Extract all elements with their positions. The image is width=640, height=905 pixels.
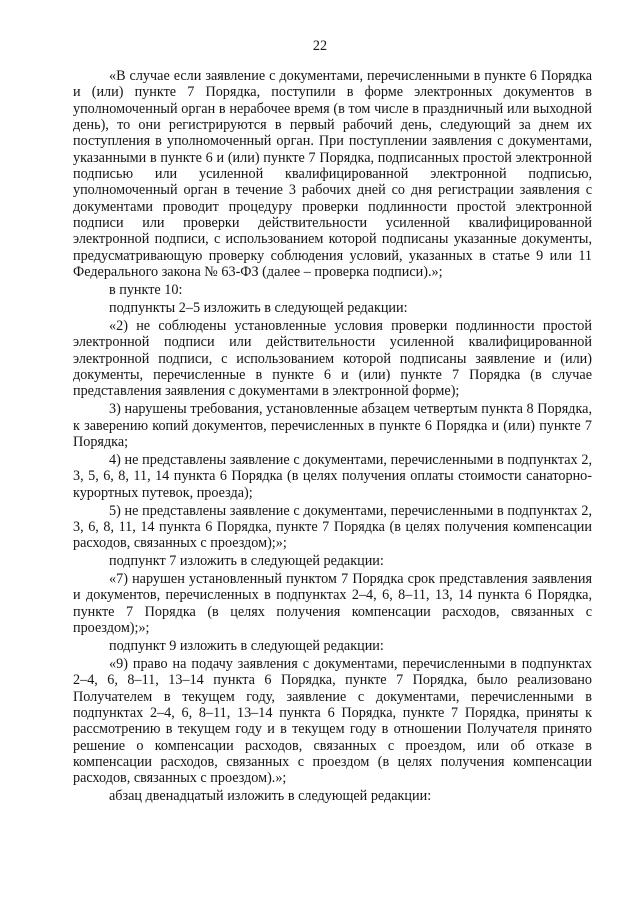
paragraph: «2) не соблюдены установленные условия проверки подлинности простой электронной подписи или действительности усиленной квалифицированной электронной подписи, с использованием которой подписаны заявление и (или) документы, перечисленные в пункте 6 и (или) пункте 7 Порядка (в случае представления заявления с документами в электронной форме); bbox=[73, 317, 592, 400]
paragraph: 4) не представлены заявление с документами, перечисленными в подпунктах 2, 3, 5, 6, 8, 11, 14 пункта 6 Порядка (в целях получения оплаты стоимости санаторно-курортных путевок, проезда); bbox=[73, 451, 592, 501]
paragraph: «9) право на подачу заявления с документами, перечисленными в подпунктах 2–4, 6, 8–11, 13–14 пункта 6 Порядка, пункте 7 Порядка, было реализовано Получателем в текущем году, заявление с документами, перечисленными в подпунктах 2–4, 6, 8–11, 13–14 пункта 6 Порядка, пункте 7 Порядка, приняты к рассмотрению в текущем году и в текущем году в отношении Получателя принято решение о компенсации расходов, связанных с проездом, или об отказе в компенсации расходов, связанных с проездом (в целях получения компенсации расходов, связанных с проездом).»; bbox=[73, 655, 592, 787]
document-body bbox=[73, 68, 592, 806]
page-number: 22 bbox=[312, 38, 328, 54]
paragraph: подпункт 7 изложить в следующей редакции: bbox=[109, 553, 384, 570]
paragraph: «В случае если заявление с документами, перечисленными в пункте 6 Порядка и (или) пункте 7 Порядка, поступили в форме электронных документов в уполномоченный орган в нерабочее время (в том числе в праздничный или выходной день), то они регистрируются в первый рабочий день, следующий за днем их поступления в уполномоченный орган. При поступлении заявления с документами, указанными в пункте 6 и (или) пункте 7 Порядка, подписанных простой электронной подписью или усиленной квалифицированной электронной подписью, уполномоченный орган в течение 3 рабочих дней со дня регистрации заявления с документами проводит процедуру проверки подлинности простой электронной подписи или проверки действительности усиленной квалифицированной электронной подписи, с использованием которой подписаны указанные документы, предусматривающую проверку соблюдения условий, указанных в статье 9 или 11 Федерального закона № 63-ФЗ (далее – проверка подписи).»; bbox=[73, 68, 592, 281]
paragraph: подпункты 2–5 изложить в следующей редакции: bbox=[109, 300, 408, 316]
paragraph: подпункт 9 изложить в следующей редакции: bbox=[109, 638, 384, 655]
paragraph: абзац двенадцатый изложить в следующей редакции: bbox=[109, 788, 432, 805]
paragraph: 3) нарушены требования, установленные абзацем четвертым пункта 8 Порядка, к заверению копий документов, перечисленных в пункте 6 Порядка и (или) пункте 7 Порядка; bbox=[73, 401, 592, 450]
paragraph: в пункте 10: bbox=[109, 282, 183, 299]
paragraph: «7) нарушен установленный пунктом 7 Порядка срок представления заявления и документов, перечисленных в подпунктах 2–4, 6, 8–11, 13, 14 пункта 6 Порядка, пункте 7 Порядка (в целях получения компенсации расходов, связанных с проездом);»; bbox=[73, 571, 592, 637]
paragraph: 5) не представлены заявление с документами, перечисленными в подпунктах 2, 3, 6, 8, 11, 14 пункта 6 Порядка, пункте 7 Порядка (в целях получения компенсации расходов, связанных с проездом);»; bbox=[73, 502, 592, 552]
